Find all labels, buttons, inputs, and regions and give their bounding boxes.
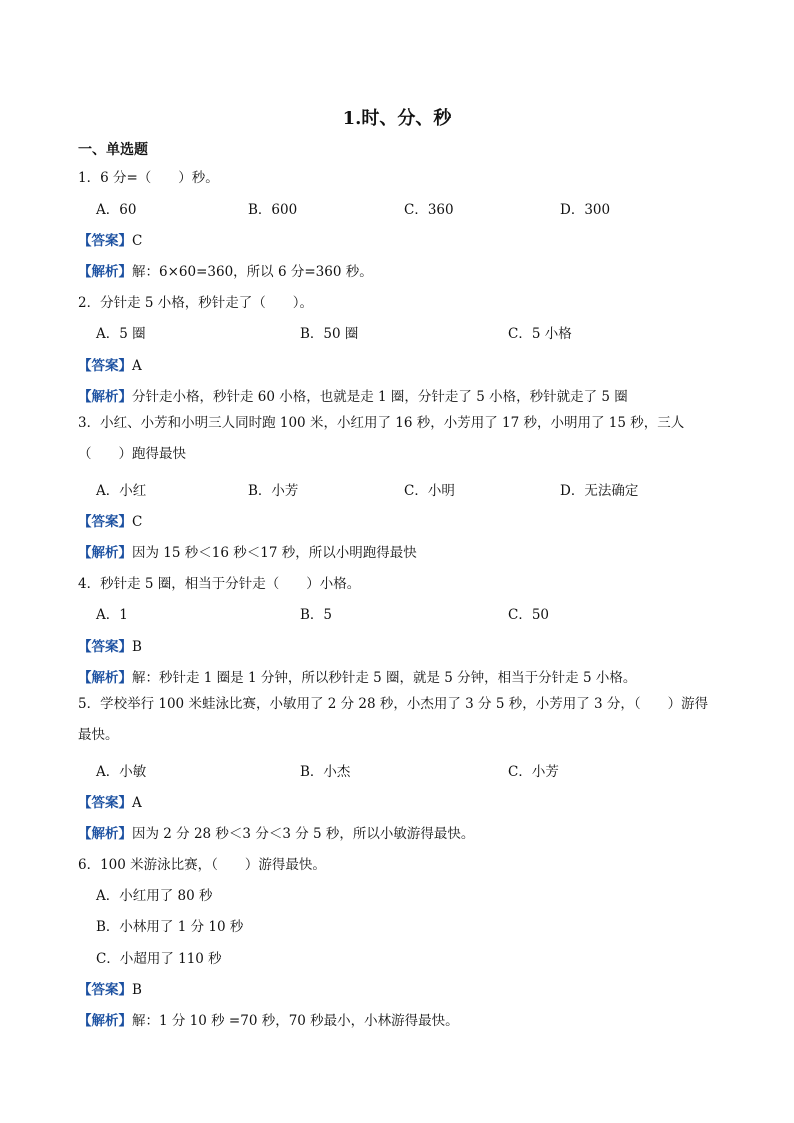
- question-3-option-a: A．小红: [96, 483, 147, 499]
- question-1-option-a: A．60: [96, 202, 137, 218]
- answer-value: C: [132, 514, 143, 530]
- question-3-analysis: [78, 541, 417, 561]
- answer-value: B: [132, 982, 142, 998]
- analysis-text: 因为 2 分 28 秒＜3 分＜3 分 5 秒，所以小敏游得最快。: [132, 826, 475, 842]
- question-1-option-d: D．300: [560, 202, 611, 218]
- analysis-text: 因为 15 秒＜16 秒＜17 秒，所以小明跑得最快: [132, 545, 417, 561]
- question-6-analysis: [78, 1009, 459, 1029]
- analysis-tag: 【解析】: [78, 389, 132, 405]
- question-5-stem: 5．学校举行 100 米蛙泳比赛，小敏用了 2 分 28 秒，小杰用了 3 分 5 秒，小芳用了 3 分，（ ）游得最快。: [78, 696, 709, 743]
- question-2-option-a: A．5 圈: [96, 326, 146, 342]
- question-3-stem: 3．小红、小芳和小明三人同时跑 100 米，小红用了 16 秒，小芳用了 17 秒，小明用了 15 秒，三人（ ）跑得最快: [78, 415, 685, 462]
- question-1-answer: [78, 229, 142, 249]
- question-4-option-b: B．5: [300, 607, 333, 623]
- question-6-stem: 6．100 米游泳比赛，（ ）游得最快。: [78, 857, 326, 873]
- question-5-option-c: C．小芳: [508, 764, 559, 780]
- question-4-option-c: C．50: [508, 607, 550, 623]
- question-4-stem: 4．秒针走 5 圈，相当于分针走（ ）小格。: [78, 576, 361, 592]
- analysis-text: 解：1 分 10 秒 =70 秒，70 秒最小，小林游得最快。: [132, 1013, 459, 1029]
- question-2-stem: 2．分针走 5 小格，秒针走了（ ）。: [78, 295, 314, 311]
- page-title: 1.时、分、秒: [342, 108, 452, 129]
- answer-tag: 【答案】: [78, 639, 132, 655]
- question-2-analysis: [78, 385, 628, 405]
- answer-tag: 【答案】: [78, 358, 132, 374]
- question-3-option-d: D．无法确定: [560, 483, 639, 499]
- answer-value: A: [132, 358, 142, 374]
- question-6-option-b: B．小林用了 1 分 10 秒: [96, 919, 244, 935]
- question-6-option-a: A．小红用了 80 秒: [96, 888, 213, 904]
- answer-tag: 【答案】: [78, 982, 132, 998]
- section-heading: 一、单选题: [78, 142, 148, 158]
- question-2-option-b: B．50 圈: [300, 326, 359, 342]
- question-1-option-c: C．360: [404, 202, 454, 218]
- answer-value: B: [132, 639, 142, 655]
- answer-tag: 【答案】: [78, 233, 132, 249]
- question-1-stem: 1．6 分=（ ）秒。: [78, 170, 219, 186]
- question-4-option-a: A．1: [96, 607, 128, 623]
- analysis-text: 分针走小格，秒针走 60 小格，也就是走 1 圈，分针走了 5 小格，秒针就走了 5 圈: [132, 389, 628, 405]
- question-6-answer: [78, 978, 142, 998]
- analysis-tag: 【解析】: [78, 1013, 132, 1029]
- question-6-option-c: C．小超用了 110 秒: [96, 951, 222, 967]
- question-4-answer: [78, 635, 142, 655]
- analysis-text: 解：秒针走 1 圈是 1 分钟，所以秒针走 5 圈，就是 5 分钟，相当于分针走 5 小格。: [132, 670, 637, 686]
- analysis-text: 解：6×60=360，所以 6 分=360 秒。: [132, 264, 373, 280]
- answer-value: A: [132, 795, 142, 811]
- analysis-tag: 【解析】: [78, 670, 132, 686]
- question-3-answer: [78, 510, 142, 530]
- question-5-option-b: B．小杰: [300, 764, 351, 780]
- answer-tag: 【答案】: [78, 514, 132, 530]
- question-3-option-c: C．小明: [404, 483, 455, 499]
- question-2-option-c: C．5 小格: [508, 326, 572, 342]
- answer-value: C: [132, 233, 143, 249]
- question-5-analysis: [78, 822, 474, 842]
- question-4-analysis: [78, 666, 636, 686]
- question-5-answer: [78, 791, 142, 811]
- answer-tag: 【答案】: [78, 795, 132, 811]
- question-1-option-b: B．600: [248, 202, 298, 218]
- question-2-answer: [78, 354, 142, 374]
- analysis-tag: 【解析】: [78, 826, 132, 842]
- question-3-option-b: B．小芳: [248, 483, 299, 499]
- question-1-analysis: [78, 260, 373, 280]
- analysis-tag: 【解析】: [78, 264, 132, 280]
- analysis-tag: 【解析】: [78, 545, 132, 561]
- question-5-option-a: A．小敏: [96, 764, 147, 780]
